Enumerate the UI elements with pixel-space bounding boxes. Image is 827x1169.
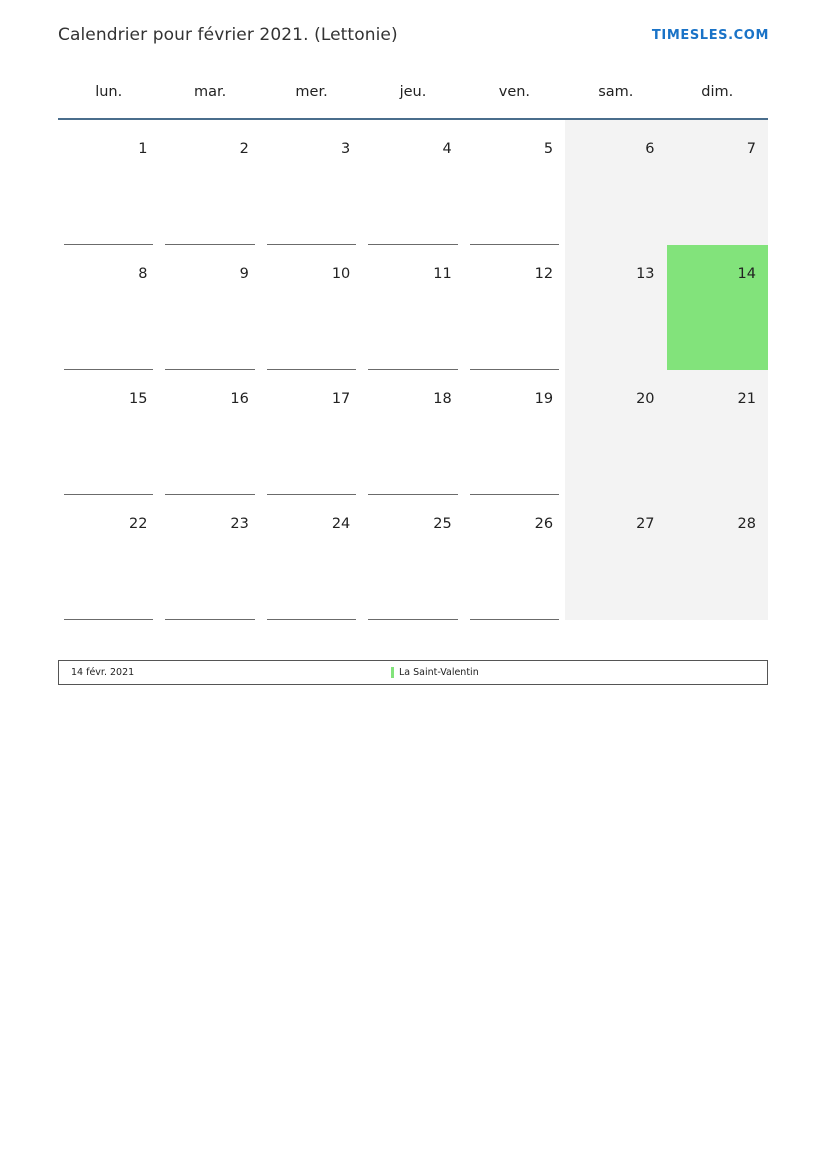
weekday-header-row [58, 84, 768, 118]
day-number: 6 [645, 141, 655, 157]
day-number: 5 [543, 141, 554, 157]
day-5 [464, 120, 565, 245]
day-cell[interactable] [362, 495, 463, 620]
day-22 [58, 495, 159, 620]
day-24 [261, 495, 362, 620]
weekday-wed: mer. [295, 84, 328, 100]
day-cell[interactable] [464, 120, 565, 245]
day-18 [362, 370, 463, 495]
day-number: 15 [128, 391, 148, 407]
week-row-4 [58, 495, 768, 620]
weekday-sun: dim. [701, 84, 734, 100]
day-cell[interactable] [261, 495, 362, 620]
day-number: 22 [128, 516, 148, 532]
weekday-fri: ven. [498, 84, 531, 100]
events-legend [58, 660, 768, 685]
day-number: 9 [239, 266, 249, 282]
day-cell[interactable] [565, 120, 666, 245]
day-16 [159, 370, 260, 495]
day-number: 25 [433, 516, 452, 532]
day-number: 16 [230, 391, 249, 407]
day-number: 18 [433, 391, 452, 407]
day-number: 7 [746, 141, 756, 157]
day-7 [667, 120, 768, 245]
day-25 [362, 495, 463, 620]
page-title: Calendrier pour février 2021. (Lettonie) [58, 25, 398, 45]
day-number: 17 [331, 391, 351, 407]
day-number: 24 [331, 516, 351, 532]
day-cell[interactable] [159, 120, 260, 245]
day-cell[interactable] [362, 370, 463, 495]
day-number: 28 [737, 516, 756, 532]
day-15 [58, 370, 159, 495]
day-cell[interactable] [464, 495, 565, 620]
day-26 [464, 495, 565, 620]
day-underline [267, 619, 356, 620]
day-underline [165, 619, 254, 620]
day-20 [565, 370, 666, 495]
day-cell[interactable] [58, 495, 159, 620]
day-underline [368, 619, 457, 620]
day-number: 1 [138, 141, 148, 157]
calendar-table [58, 84, 768, 620]
day-cell[interactable] [362, 245, 463, 370]
day-underline [64, 619, 153, 620]
page-header [58, 20, 769, 50]
day-number: 11 [433, 266, 452, 282]
day-11 [362, 245, 463, 370]
weekday-thu: jeu. [399, 84, 427, 100]
week-row-2 [58, 245, 768, 370]
calendar-body [58, 120, 768, 620]
event-color-marker [391, 667, 394, 678]
day-number: 2 [239, 141, 249, 157]
event-item [59, 667, 767, 678]
week-row-1 [58, 120, 768, 245]
day-number: 8 [138, 266, 148, 282]
day-9 [159, 245, 260, 370]
weekday-mon: lun. [95, 84, 123, 100]
day-underline [470, 619, 559, 620]
day-cell[interactable] [58, 120, 159, 245]
day-1 [58, 120, 159, 245]
day-cell[interactable] [667, 120, 768, 245]
day-cell[interactable] [464, 370, 565, 495]
day-number: 14 [737, 266, 756, 282]
day-cell[interactable] [362, 120, 463, 245]
day-number: 21 [737, 391, 756, 407]
day-number: 23 [230, 516, 249, 532]
event-name: La Saint-Valentin [399, 667, 479, 678]
day-number: 13 [636, 266, 655, 282]
day-number: 20 [636, 391, 655, 407]
day-cell[interactable] [159, 245, 260, 370]
day-28 [667, 495, 768, 620]
day-number: 27 [636, 516, 655, 532]
day-cell[interactable] [565, 370, 666, 495]
day-cell[interactable] [667, 495, 768, 620]
weekday-tue: mar. [194, 84, 227, 100]
day-number: 4 [442, 141, 452, 157]
day-8 [58, 245, 159, 370]
day-27 [565, 495, 666, 620]
calendar-head [58, 84, 768, 120]
day-cell[interactable] [159, 370, 260, 495]
day-3 [261, 120, 362, 245]
day-number: 3 [341, 141, 351, 157]
day-14-holiday [667, 245, 768, 370]
day-13 [565, 245, 666, 370]
day-17 [261, 370, 362, 495]
calendar-grid [58, 84, 768, 620]
day-cell[interactable] [58, 245, 159, 370]
event-date: 14 févr. 2021 [71, 667, 135, 678]
day-cell[interactable] [261, 120, 362, 245]
day-cell[interactable] [159, 495, 260, 620]
day-10 [261, 245, 362, 370]
day-number: 12 [534, 266, 554, 282]
day-cell[interactable] [565, 495, 666, 620]
day-cell[interactable] [58, 370, 159, 495]
day-cell[interactable] [667, 370, 768, 495]
day-number: 26 [534, 516, 554, 532]
day-19 [464, 370, 565, 495]
day-4 [362, 120, 463, 245]
site-brand-link[interactable]: TIMESLES.COM [651, 27, 769, 43]
day-2 [159, 120, 260, 245]
day-cell[interactable] [464, 245, 565, 370]
day-12 [464, 245, 565, 370]
day-cell[interactable] [667, 245, 768, 370]
day-number: 19 [534, 391, 554, 407]
day-21 [667, 370, 768, 495]
day-number: 10 [331, 266, 351, 282]
day-cell[interactable] [261, 245, 362, 370]
day-6 [565, 120, 666, 245]
week-row-3 [58, 370, 768, 495]
day-23 [159, 495, 260, 620]
day-cell[interactable] [565, 245, 666, 370]
weekday-sat: sam. [598, 84, 634, 100]
day-cell[interactable] [261, 370, 362, 495]
